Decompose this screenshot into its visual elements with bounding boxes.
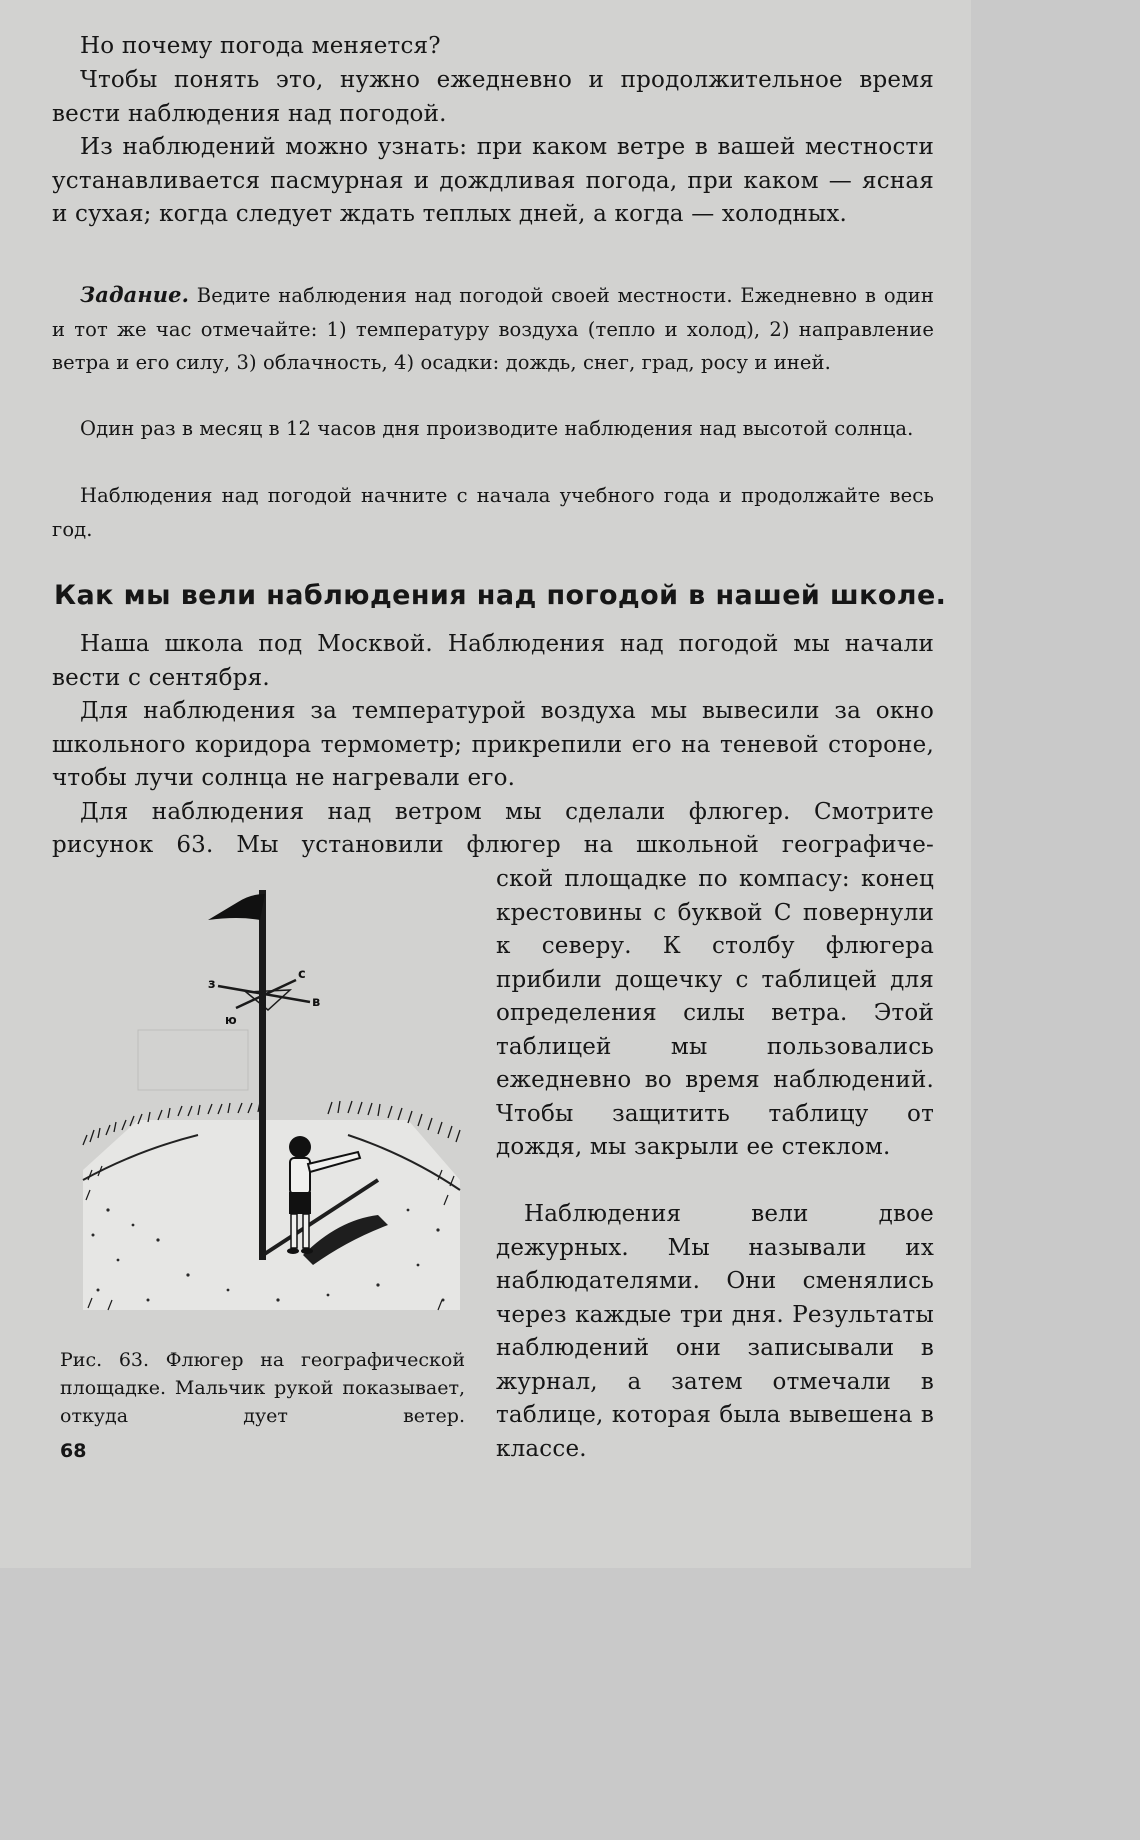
letter-west: з	[208, 977, 216, 992]
section-paragraph-3-wrap: ской площадке по компасу: конец крестовины с буквой С повернули к северу. К столбу флюгера прибили дощечку с таблицей для определения силы ветра. Этой таблицей мы пользовались ежедневно во время наблюдений. Чтобы защитить таблицу от дождя, мы закрыли ее стеклом.	[496, 866, 934, 1160]
page-number: 68	[60, 1440, 87, 1462]
task-paragraph	[52, 278, 934, 380]
task-text: Ведите наблюдения над погодой своей местности. Ежедневно в один и тот же час отмечайте: 1) температуру воздуха (тепло и холод), 2) направление ветра и его силу, 3) облачность, 4) осадки: дождь, снег, град, росу и иней.	[52, 284, 934, 374]
letter-east: в	[312, 995, 321, 1010]
letter-north: с	[298, 967, 306, 982]
letter-south: ю	[225, 1013, 237, 1027]
vane-flag	[208, 894, 265, 920]
task-label: Задание.	[80, 282, 190, 307]
vane-pole	[259, 890, 266, 1260]
section-paragraph-2: Для наблюдения за температурой воздуха мы вывесили за окно школьного коридора термометр; прикрепили его на теневой стороне, чтобы лучи солнца не нагревали его.	[52, 698, 934, 791]
wind-table-board	[138, 1030, 248, 1090]
section-paragraph-1: Наша школа под Москвой. Наблюдения над погодой мы начали вести с сентября.	[52, 631, 934, 691]
intro-paragraph-1: Чтобы понять это, нужно ежедневно и продолжительное время вести наблюдения над погодой.	[52, 67, 934, 127]
section-heading: Как мы вели наблюдения над погодой в нашей школе.	[54, 580, 947, 611]
task-paragraph-3: Наблюдения над погодой начните с начала учебного года и продолжайте весь год.	[52, 484, 934, 541]
intro-paragraph-2: Из наблюдений можно узнать: при каком ветре в вашей местности устанавливается пасмурная и дождливая погода, при каком — ясная и сухая; когда следует ждать теплых дней, а когда — холодных.	[52, 134, 934, 227]
ground-patch	[83, 1120, 460, 1310]
section-paragraph-3-line-1: Для наблюдения над ветром мы сделали флюгер. Смотрите	[80, 799, 934, 825]
section-paragraph-4: Наблюдения вели двое дежурных. Мы называли их наблюдателями. Они сменялись через каждые три дня. Результаты наблюдений они записывали в журнал, а затем отмечали в таблице, которая была вывешена в классе.	[496, 1201, 934, 1462]
weather-vane-illustration	[78, 880, 463, 1320]
figure-caption: Рис. 63. Флюгер на географической площадке. Мальчик рукой показывает, откуда дует ветер.	[60, 1349, 465, 1427]
intro-question: Но почему погода меняется?	[80, 33, 441, 59]
section-paragraph-3-line-2: рисунок 63. Мы установили флюгер на школьной географиче-	[52, 832, 934, 858]
task-paragraph-2: Один раз в месяц в 12 часов дня производите наблюдения над высотой солнца.	[80, 417, 914, 440]
